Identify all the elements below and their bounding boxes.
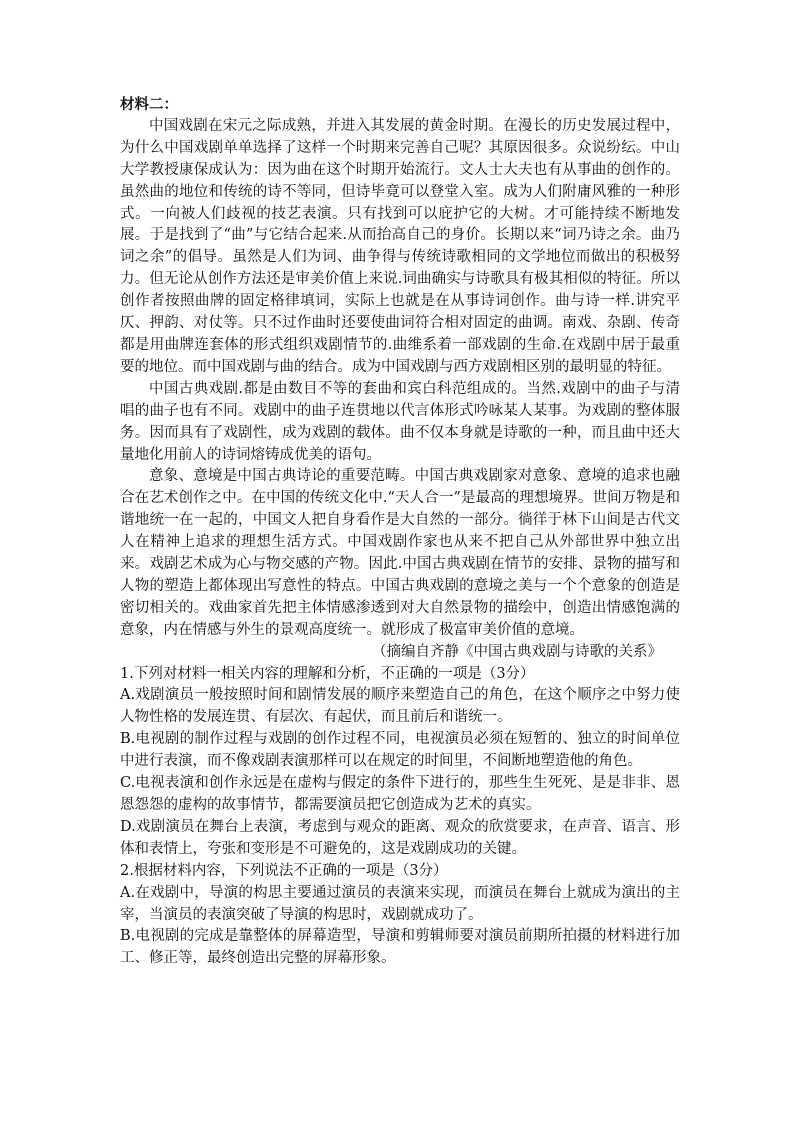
question-1-option-a: A.戏剧演员一般按照时间和剧情发展的顺序来塑造自己的角色，在这个顺序之中努力使人物性格的发展连贯、有层次、有起伏，而且前后和谐统一。 bbox=[120, 687, 680, 726]
paragraph-1: 中国戏剧在宋元之际成熟，并进入其发展的黄金时期。在漫长的历史发展过程中，为什么中国戏剧单单选择了这样一个时期来完善自己呢？其原因很多。众说纷纭。中山大学教授康保成认为：因为曲在这个时期开始流行。文人士大夫也有从事曲的创作的。虽然曲的地位和传统的诗不等同，但诗毕竟可以登堂入室。成为人们附庸风雅的一种形式。一向被人们歧视的技艺表演。只有找到可以庇护它的大树。才可能持续不断地发展。于是找到了“曲”与它结合起来.从而抬高自己的身价。长期以来“词乃诗之余。曲乃词之余”的倡导。虽然是人们为词、曲争得与传统诗歌相同的文学地位而做出的积极努力。但无论从创作方法还是审美价值上来说.词曲确实与诗歌具有极其相似的特征。所以创作者按照曲牌的固定格律填词，实际上也就是在从事诗词创作。曲与诗一样.讲究平仄、押韵、对仗等。只不过作曲时还要使曲词符合相对固定的曲调。南戏、杂剧、传奇都是用曲牌连套体的形式组织戏剧情节的.曲维系着一部戏剧的生命.在戏剧中居于最重要的地位。而中国戏剧与曲的结合。成为中国戏剧与西方戏剧相区别的最明显的特征。 bbox=[120, 117, 680, 375]
question-2-stem: 2.根据材料内容，下列说法不正确的一项是（3分） bbox=[120, 862, 448, 879]
question-1-stem: 1.下列对材料一相关内容的理解和分析，不正确的一项是（3分） bbox=[120, 665, 535, 682]
paragraph-3: 意象、意境是中国古典诗论的重要范畴。中国古典戏剧家对意象、意境的追求也融合在艺术创作之中。在中国的传统文化中.“天人合一”是最高的理想境界。世间万物是和谐地统一在一起的，中国文人把自身看作是大自然的一部分。徜徉于林下山间是古代文人在精神上追求的理想生活方式。中国戏剧作家也从来不把自己从外部世界中独立出来。戏剧艺术成为心与物交感的产物。因此.中国古典戏剧在情节的安排、景物的描写和人物的塑造上都体现出写意性的特点。中国古典戏剧的意境之美与一个个意象的创造是密切相关的。戏曲家首先把主体情感渗透到对大自然景物的描绘中，创造出情感饱满的意象，内在情感与外生的景观高度统一。就形成了极富审美价值的意境。 bbox=[120, 468, 680, 638]
document-page bbox=[120, 94, 680, 970]
question-2-option-b: B.电视剧的完成是靠整体的屏幕造型，导演和剪辑师要对演员前期所拍摄的材料进行加工、修正等，最终创造出完整的屏幕形象。 bbox=[120, 928, 680, 967]
question-1-option-d: D.戏剧演员在舞台上表演，考虑到与观众的距离、观众的欣赏要求，在声音、语言、形体和表情上，夸张和变形是不可避免的，这是戏剧成功的关键。 bbox=[120, 818, 680, 857]
question-1-option-b: B.电视剧的制作过程与戏剧的创作过程不同，电视演员必须在短暂的、独立的时间单位中进行表演，而不像戏剧表演那样可以在规定的时间里，不间断地塑造他的角色。 bbox=[120, 731, 680, 770]
question-2-option-a: A.在戏剧中，导演的构思主要通过演员的表演来实现，而演员在舞台上就成为演出的主宰，当演员的表演突破了导演的构思时，戏剧就成功了。 bbox=[120, 884, 680, 923]
paragraph-2: 中国古典戏剧.都是由数目不等的套曲和宾白科范组成的。当然.戏剧中的曲子与清唱的曲子也有不同。戏剧中的曲子连贯地以代言体形式吟咏某人某事。为戏剧的整体服务。因而具有了戏剧性，成为戏剧的载体。曲不仅本身就是诗歌的一种，而且曲中还大量地化用前人的诗词熔铸成优美的语句。 bbox=[120, 380, 680, 463]
material-heading: 材料二： bbox=[120, 96, 178, 113]
source-citation: （摘编自齐静《中国古典戏剧与诗歌的关系》 bbox=[372, 643, 662, 660]
question-1-option-c: C.电视表演和创作永远是在虚构与假定的条件下进行的，那些生生死死、是是非非、恩恩怨怨的虚构的故事情节，都需要演员把它创造成为艺术的真实。 bbox=[120, 775, 680, 813]
